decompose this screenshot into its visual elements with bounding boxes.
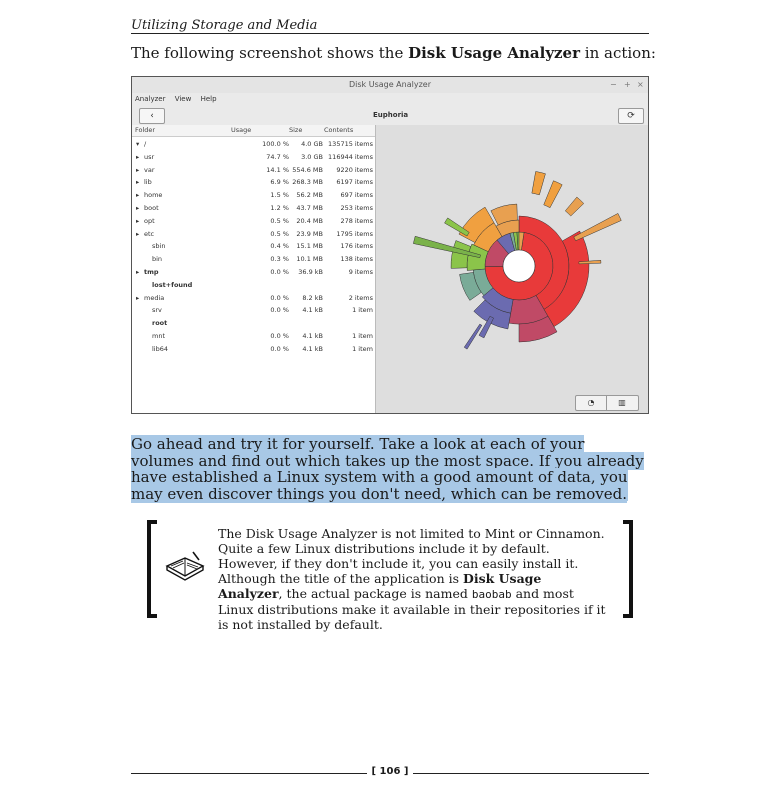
header-rule bbox=[131, 33, 649, 34]
size-value: 20.4 MB bbox=[296, 216, 323, 225]
spike-segment[interactable] bbox=[544, 181, 562, 208]
size-value: 36.9 kB bbox=[298, 268, 323, 276]
note-package-name: baobab bbox=[471, 588, 512, 601]
chart-icon[interactable]: ◔ bbox=[576, 396, 607, 410]
size-value: 8.2 kB bbox=[302, 293, 323, 302]
size-value: 4.1 kB bbox=[302, 332, 323, 340]
contents-value: 697 items bbox=[340, 191, 373, 200]
usage-value: 0.3 % bbox=[270, 255, 289, 264]
page-header: Utilizing Storage and Media bbox=[131, 18, 318, 33]
contents-value: 135715 items bbox=[328, 140, 373, 148]
text-cursor bbox=[627, 486, 628, 501]
spike-segment[interactable] bbox=[464, 324, 482, 349]
back-button[interactable] bbox=[139, 108, 165, 124]
folder-label: lost+found bbox=[152, 280, 193, 289]
size-value: 43.7 MB bbox=[296, 204, 323, 212]
table-row[interactable] bbox=[132, 330, 375, 343]
minimize-icon[interactable]: − bbox=[610, 80, 617, 89]
folder-tree bbox=[132, 125, 376, 413]
folder-name bbox=[144, 281, 192, 289]
footer-rule-left bbox=[131, 773, 367, 774]
table-row[interactable] bbox=[132, 151, 375, 164]
ring-chart-svg[interactable] bbox=[376, 125, 648, 413]
contents-value: 1 item bbox=[352, 306, 373, 315]
folder-name bbox=[136, 268, 159, 276]
size-value: 23.9 MB bbox=[296, 229, 323, 238]
back-arrow-icon: ‹ bbox=[150, 111, 154, 121]
folder-name bbox=[144, 332, 165, 340]
reload-icon: ⟳ bbox=[627, 111, 635, 121]
folder-label: / bbox=[144, 140, 147, 148]
folder-label: home bbox=[144, 191, 163, 200]
table-row[interactable] bbox=[132, 138, 375, 151]
usage-value: 0.0 % bbox=[270, 268, 289, 276]
folder-name bbox=[144, 242, 165, 250]
note-text-3: and most Linux distributions make it available in their repositories if it is not installed by default. bbox=[218, 586, 606, 632]
usage-value: 0.5 % bbox=[270, 229, 289, 238]
table-row[interactable] bbox=[132, 279, 375, 292]
expander-icon[interactable]: ▸ bbox=[136, 204, 140, 212]
folder-name bbox=[144, 255, 162, 263]
note-text-2: , the actual package is named bbox=[278, 586, 472, 601]
folder-label: root bbox=[152, 319, 168, 328]
folder-label: tmp bbox=[144, 268, 159, 276]
body-paragraph bbox=[131, 436, 651, 502]
menu-help[interactable]: Help bbox=[200, 95, 217, 103]
column-contents[interactable]: Contents bbox=[324, 126, 354, 134]
highlighted-paragraph-text: Go ahead and try it for yourself. Take a look at each of your volumes and find out which takes up the most space. If you already have established a Linux system with a good amount of data, you may even discover things you don't need, which can be removed. bbox=[131, 435, 644, 503]
contents-value: 6197 items bbox=[336, 178, 373, 187]
usage-value: 0.0 % bbox=[270, 332, 289, 340]
tree-header bbox=[132, 125, 375, 137]
window-title: Disk Usage Analyzer bbox=[132, 77, 648, 93]
folder-label: media bbox=[144, 293, 165, 302]
folder-label: var bbox=[144, 165, 155, 174]
usage-value: 14.1 % bbox=[266, 165, 289, 174]
menu-bar bbox=[135, 93, 224, 105]
size-value: 56.2 MB bbox=[296, 191, 323, 200]
usage-value: 100.0 % bbox=[262, 140, 289, 148]
folder-name bbox=[136, 204, 159, 212]
book-icon bbox=[163, 550, 207, 584]
contents-value: 138 items bbox=[340, 255, 373, 264]
expander-icon[interactable]: ▸ bbox=[136, 152, 140, 161]
folder-name bbox=[136, 217, 155, 225]
table-row[interactable] bbox=[132, 202, 375, 215]
note-text-1: The Disk Usage Analyzer is not limited to Mint or Cinnamon. Quite a few Linux distributions include it by default. However, if they don't include it, you can easily install it. Although the title of the application is bbox=[218, 526, 605, 586]
ring-chart bbox=[376, 125, 648, 413]
folder-name bbox=[144, 306, 162, 314]
usage-value: 1.2 % bbox=[270, 204, 289, 212]
folder-label: sbin bbox=[152, 242, 166, 251]
folder-name bbox=[144, 345, 168, 353]
expander-icon[interactable]: ▸ bbox=[136, 178, 140, 187]
folder-name bbox=[136, 153, 154, 161]
expander-icon[interactable]: ▾ bbox=[136, 140, 140, 148]
usage-value: 0.4 % bbox=[270, 242, 289, 251]
expander-icon[interactable]: ▸ bbox=[136, 293, 140, 302]
folder-name bbox=[136, 294, 164, 302]
contents-value: 176 items bbox=[340, 242, 373, 251]
treemap-icon[interactable]: ▥ bbox=[618, 398, 626, 407]
contents-value: 2 items bbox=[348, 293, 373, 302]
table-row[interactable] bbox=[132, 164, 375, 177]
note-bracket-left bbox=[147, 520, 157, 618]
close-icon[interactable]: × bbox=[637, 80, 644, 89]
column-folder[interactable]: Folder bbox=[135, 126, 156, 134]
footer-rule-right bbox=[413, 773, 649, 774]
usage-value: 0.0 % bbox=[270, 344, 289, 353]
size-value: 4.1 kB bbox=[302, 344, 323, 353]
spike-segment[interactable] bbox=[532, 171, 546, 194]
contents-value: 1 item bbox=[352, 344, 373, 353]
table-row[interactable] bbox=[132, 292, 375, 305]
contents-value: 1 item bbox=[352, 332, 373, 340]
size-value: 10.1 MB bbox=[296, 255, 323, 264]
reload-button[interactable] bbox=[618, 108, 644, 124]
folder-name bbox=[136, 166, 155, 174]
usage-value: 74.7 % bbox=[266, 152, 289, 161]
folder-label: lib64 bbox=[152, 344, 169, 353]
usage-value: 0.5 % bbox=[270, 216, 289, 225]
usage-value: 1.5 % bbox=[270, 191, 289, 200]
note-bracket-right bbox=[623, 520, 633, 618]
intro-bold: Disk Usage Analyzer bbox=[408, 44, 581, 62]
folder-label: usr bbox=[144, 152, 155, 161]
menu-view[interactable]: View bbox=[174, 95, 192, 103]
usage-value: 0.0 % bbox=[270, 293, 289, 302]
size-value: 4.1 kB bbox=[302, 306, 323, 315]
folder-label: etc bbox=[144, 229, 155, 238]
menu-analyzer[interactable]: Analyzer bbox=[135, 95, 166, 103]
expander-icon[interactable]: ▸ bbox=[136, 191, 140, 200]
maximize-icon[interactable]: + bbox=[624, 80, 631, 89]
table-row[interactable] bbox=[132, 266, 375, 279]
view-switcher bbox=[575, 395, 639, 411]
size-value: 3.0 GB bbox=[301, 152, 323, 161]
expander-icon[interactable]: ▸ bbox=[136, 229, 140, 238]
folder-name bbox=[136, 178, 152, 186]
contents-value: 9220 items bbox=[336, 165, 373, 174]
page-footer bbox=[131, 766, 649, 780]
table-row[interactable] bbox=[132, 253, 375, 266]
table-row[interactable] bbox=[132, 176, 375, 189]
table-row[interactable] bbox=[132, 189, 375, 202]
folder-label: lib bbox=[144, 178, 152, 187]
intro-before: The following screenshot shows the bbox=[131, 44, 409, 62]
disk-usage-analyzer-window bbox=[131, 76, 649, 414]
contents-value: 116944 items bbox=[328, 152, 373, 161]
usage-value: 6.9 % bbox=[270, 178, 289, 187]
folder-label: boot bbox=[144, 204, 159, 212]
folder-name bbox=[144, 319, 167, 327]
note-text bbox=[218, 526, 610, 632]
size-value: 268.3 MB bbox=[292, 178, 323, 187]
table-row[interactable] bbox=[132, 228, 375, 241]
table-row[interactable] bbox=[132, 240, 375, 253]
size-value: 554.6 MB bbox=[292, 165, 323, 174]
contents-value: 9 items bbox=[348, 268, 373, 276]
folder-label: bin bbox=[152, 255, 163, 264]
intro-after: in action: bbox=[580, 44, 656, 62]
nav-bar bbox=[132, 107, 648, 125]
table-row[interactable] bbox=[132, 215, 375, 228]
folder-name bbox=[136, 140, 146, 148]
folder-label: mnt bbox=[152, 332, 165, 340]
intro-text bbox=[131, 44, 656, 62]
folder-label: opt bbox=[144, 216, 155, 225]
folder-name bbox=[136, 230, 154, 238]
ring-center[interactable] bbox=[503, 250, 535, 282]
table-row[interactable] bbox=[132, 317, 375, 330]
column-size[interactable]: Size bbox=[289, 126, 303, 134]
size-value: 15.1 MB bbox=[296, 242, 323, 251]
table-row[interactable] bbox=[132, 343, 375, 356]
contents-value: 253 items bbox=[340, 204, 373, 212]
note-bold: Disk Usage Analyzer bbox=[218, 571, 542, 601]
breadcrumb[interactable]: Euphoria bbox=[373, 111, 409, 119]
expander-icon[interactable]: ▸ bbox=[136, 165, 140, 174]
info-note bbox=[147, 520, 633, 632]
contents-value: 278 items bbox=[340, 216, 373, 225]
size-value: 4.0 GB bbox=[301, 140, 323, 148]
page-number: [ 106 ] bbox=[371, 766, 409, 777]
table-row[interactable] bbox=[132, 304, 375, 317]
usage-value: 0.0 % bbox=[270, 306, 289, 315]
folder-name bbox=[136, 191, 162, 199]
spike-segment[interactable] bbox=[565, 197, 583, 216]
spike-segment[interactable] bbox=[574, 213, 622, 240]
column-usage[interactable]: Usage bbox=[231, 126, 252, 134]
folder-label: srv bbox=[152, 306, 162, 315]
expander-icon[interactable]: ▸ bbox=[136, 216, 140, 225]
expander-icon[interactable]: ▸ bbox=[136, 268, 140, 276]
contents-value: 1795 items bbox=[336, 229, 373, 238]
